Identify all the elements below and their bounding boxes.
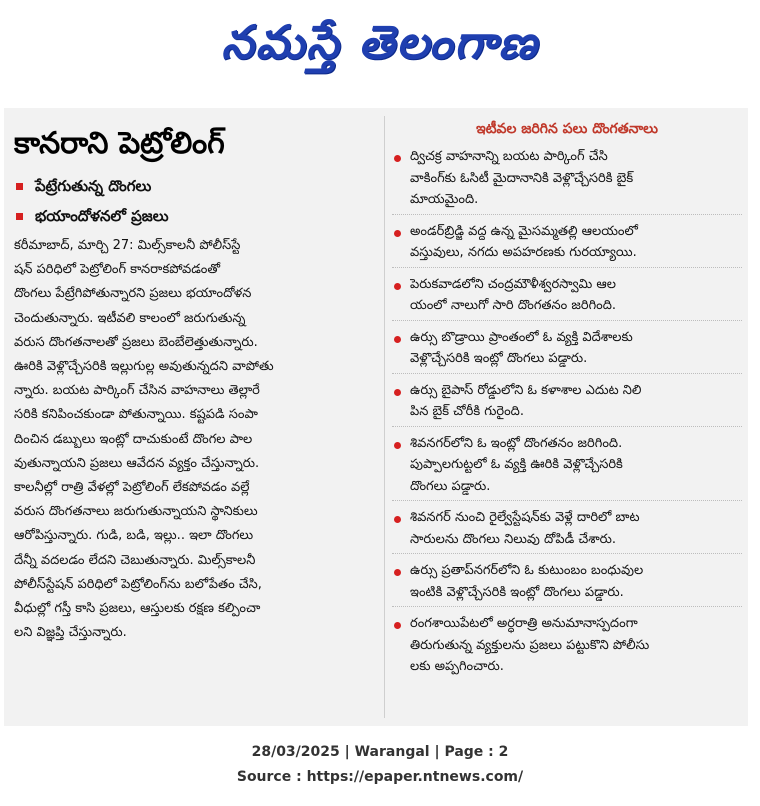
article-column <box>14 114 376 720</box>
incident-line: తిరుగుతున్న వ్యక్తులను ప్రజలు పట్టుకొని పోలీసు <box>410 637 650 653</box>
newspaper-logo: నమస్తే తెలంగాణ <box>221 14 539 69</box>
incident-line: ఉర్సు బొడ్రాయి ప్రాంతంలో ఓ వ్యక్తి విదేశాలకు <box>410 329 633 345</box>
list-item <box>392 327 742 374</box>
body-line: వుతున్నాయని ప్రజలు ఆవేదన వ్యక్తం చేస్తున్నారు. <box>14 455 260 471</box>
square-bullet-icon <box>16 213 23 220</box>
incident-line: పుప్పాలగుట్టలో ఓ వ్యక్తి ఊరికి వెళ్లొచ్చేసరికి <box>410 457 623 472</box>
incident-line: వెళ్లొచ్చేసరికి ఇంట్లో దొంగలు పడ్డారు. <box>410 351 588 366</box>
column-divider <box>384 116 385 718</box>
body-line: దొంగలు పేట్రేగిపోతున్నారని ప్రజలు భయాందోళన <box>14 286 252 302</box>
article-body <box>14 234 376 645</box>
sidebar-title: ఇటీవల జరిగిన పలు దొంగతనాలు <box>476 121 658 137</box>
theft-incident-list <box>392 146 742 681</box>
body-line: న్నారు. బయట పార్కింగ్ చేసిన వాహనాలు తెల్లారే <box>14 383 260 399</box>
list-item <box>392 146 742 215</box>
sidebar-column <box>392 116 742 720</box>
list-item <box>392 507 742 554</box>
incident-line: యంలో నాలుగో సారి దొంగతనం జరిగింది. <box>410 298 617 313</box>
body-line: ఆరోపిస్తున్నారు. గుడి, బడి, ఇల్లు.. ఇలా దొంగలు <box>14 528 254 544</box>
list-item <box>392 274 742 321</box>
body-line: ఊరికి వెళ్లొచ్చేసరికి ఇల్లుగుల్ల అవుతున్నదని వాపోతు <box>14 359 274 375</box>
incident-line: రంగశాయిపేటలో అర్ధరాత్రి అనుమానాస్పదంగా <box>410 616 638 631</box>
incident-line: దొంగలు పడ్డారు. <box>410 478 491 494</box>
incident-line: లకు అప్పగించారు. <box>410 659 504 674</box>
square-bullet-icon <box>16 183 23 190</box>
incident-line: ద్విచక్ర వాహనాన్ని బయట పార్కింగ్ చేసి <box>410 149 608 164</box>
body-line: షన్ పరిధిలో పెట్రోలింగ్ కానరాకపోవడంతో <box>14 262 221 278</box>
subhead-text: భయాందోళనలో ప్రజలు <box>35 207 169 225</box>
masthead <box>0 0 760 95</box>
list-item <box>392 560 742 607</box>
body-line: లని విజ్ఞప్తి చేస్తున్నారు. <box>14 625 127 641</box>
article-subhead <box>16 174 376 198</box>
body-line: వరుస దొంగతనాలతో ప్రజలు బెంబేలెత్తుతున్నారు. <box>14 334 258 350</box>
source-footer <box>0 740 760 790</box>
list-item <box>392 613 742 681</box>
incident-line: మాయమైంది. <box>410 192 479 207</box>
body-line: వీధుల్లో గస్తీ కాసి ప్రజలు, ఆస్తులకు రక్షణ కల్పించా <box>14 601 261 617</box>
body-line: దేన్నీ వదలడం లేదని చెబుతున్నారు. మిల్స్‌కాలనీ <box>14 552 256 568</box>
body-line: దించిన డబ్బులు ఇంట్లో దాచుకుంటే దొంగల పాల <box>14 431 253 447</box>
list-item <box>392 221 742 268</box>
incident-line: శివనగర్ నుంచి రైల్వేస్టేషన్‌కు వెళ్లే దారిలో బాట <box>410 510 640 525</box>
incident-line: పెరుకవాడలోని చంద్రమౌళీశ్వరస్వామి ఆల <box>410 276 617 292</box>
incident-line: సారులను దొంగలు నిలువు దోపిడీ చేశారు. <box>410 531 617 547</box>
incident-line: శివనగర్‌లోని ఓ ఇంట్లో దొంగతనం జరిగింది. <box>410 435 623 451</box>
body-line: పోలీస్‌స్టేషన్ పరిధిలో పెట్రోలింగ్‌ను బలోపేతం చేసి, <box>14 576 262 592</box>
incident-line: ఉర్సు బైపాస్ రోడ్డులోని ఓ కళాశాల ఎదుట నిలి <box>410 382 642 398</box>
list-item <box>392 380 742 427</box>
body-line: చెందుతున్నారు. ఇటీవలి కాలంలో జరుగుతున్న <box>14 310 246 326</box>
list-item <box>392 433 742 502</box>
incident-line: అండర్‌బ్రిడ్జి వద్ద ఉన్న మైసమ్మతల్లి ఆలయంలో <box>410 223 638 239</box>
incident-line: ఉర్సు ప్రతాప్‌నగర్‌లోని ఓ కుటుంబం బంధువుల <box>410 563 644 578</box>
incident-line: వాకింగ్‌కు ఓసిటీ మైదానానికి వెళ్లొచ్చేసరికి బైక్ <box>410 170 634 186</box>
news-clipping <box>4 108 748 726</box>
body-line: వరుస దొంగతనాలు జరుగుతున్నాయని స్థానికులు <box>14 504 258 520</box>
incident-line: ఇంటికి వెళ్లొచ్చేసరికి ఇంట్లో దొంగలు పడ్డారు. <box>410 584 624 600</box>
article-headline: కానరాని పెట్రోలింగ్ <box>14 126 225 161</box>
body-line: సరికి కనిపించకుండా పోతున్నాయి. కష్టపడి సంపా <box>14 407 258 423</box>
edition-info: 28/03/2025 | Warangal | Page : 2 <box>251 744 509 760</box>
body-line: కాలనీల్లో రాత్రి వేళల్లో పెట్రోలింగ్ లేకపోవడం వల్లే <box>14 480 250 496</box>
subhead-text: పేట్రేగుతున్న దొంగలు <box>35 177 152 195</box>
body-line: కరీమాబాద్, మార్చి 27: మిల్స్‌కాలనీ పోలీస్‌స్టే <box>14 238 241 253</box>
incident-line: పిన బైక్ చోరీకి గురైంది. <box>410 404 524 419</box>
article-subhead <box>16 204 376 228</box>
source-url: Source : https://epaper.ntnews.com/ <box>236 769 524 785</box>
incident-line: వస్తువులు, నగదు అపహరణకు గురయ్యాయి. <box>410 245 637 260</box>
